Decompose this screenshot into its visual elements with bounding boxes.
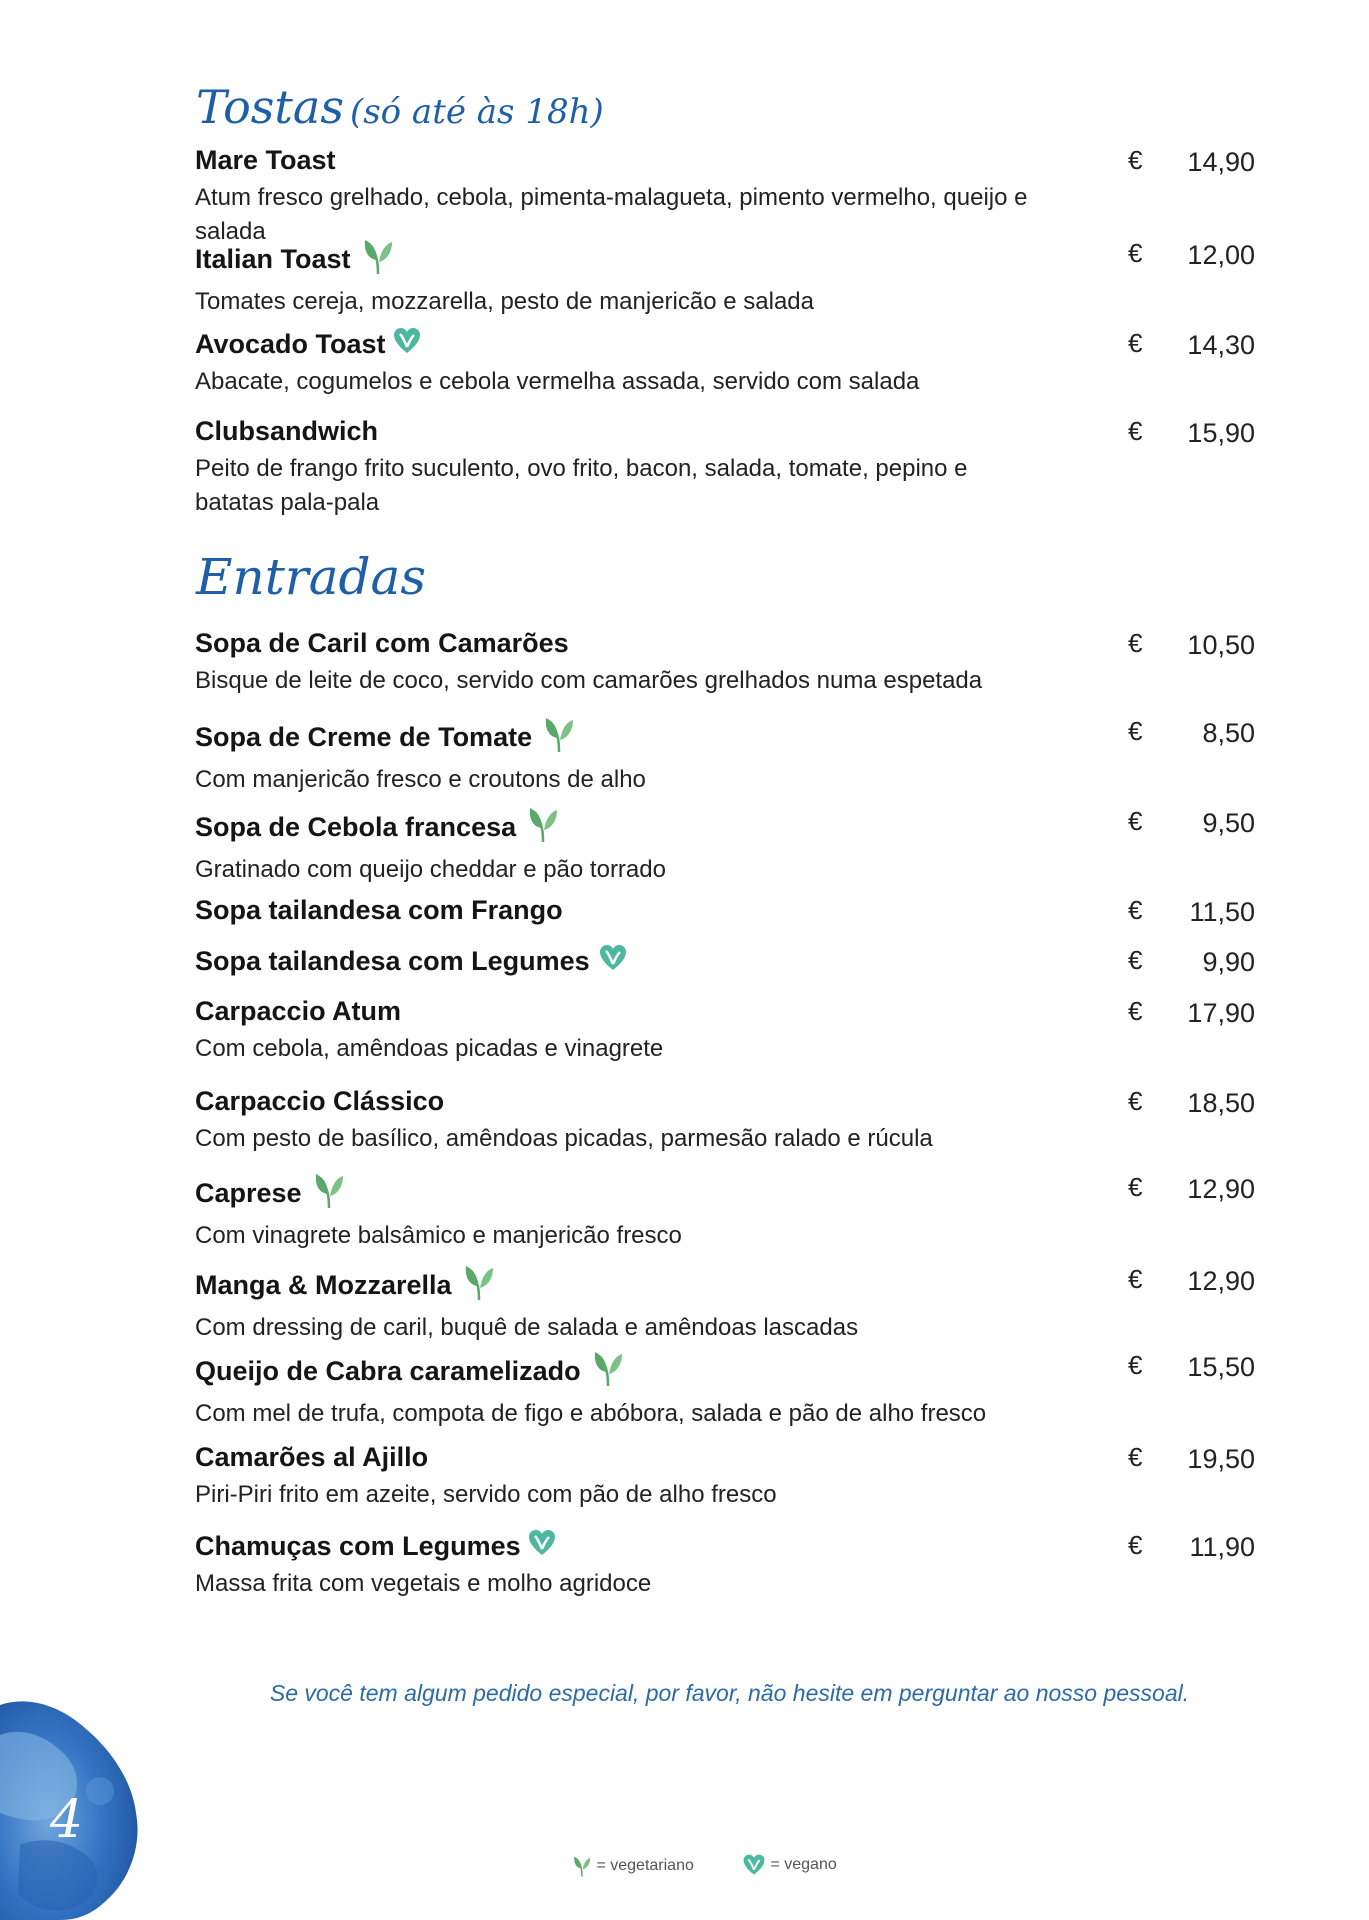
item-description: Com manjericão fresco e croutons de alho: [195, 766, 646, 793]
legend-vegan-label: = vegano: [770, 1856, 837, 1873]
item-name: Caprese: [195, 1177, 302, 1208]
item-description: Com cebola, amêndoas picadas e vinagrete: [195, 1035, 664, 1062]
item-name: Sopa tailandesa com Frango: [195, 895, 563, 925]
menu-item: [195, 893, 1255, 927]
currency-symbol: €: [1128, 1086, 1143, 1116]
section-title-text: Tostas: [196, 80, 344, 134]
vegan-icon: [598, 943, 628, 978]
item-description: Abacate, cogumelos e cebola vermelha assada, servido com salada: [195, 368, 920, 395]
currency-symbol: €: [1128, 996, 1143, 1026]
menu-item: [195, 626, 1255, 698]
item-price: 10,50: [1187, 630, 1255, 660]
item-name: Italian Toast: [195, 243, 351, 274]
item-description: Atum fresco grelhado, cebola, pimenta-malagueta, pimento vermelho, queijo e salada: [195, 184, 1028, 245]
currency-symbol: €: [1128, 145, 1143, 175]
item-price: 14,30: [1187, 330, 1255, 360]
section-subtitle: (só até às 18h): [349, 92, 604, 132]
menu-item: [195, 1528, 1255, 1601]
item-price: 11,50: [1189, 897, 1255, 927]
menu-item: [195, 326, 1255, 399]
item-description: Massa frita com vegetais e molho agridoce: [195, 1570, 652, 1597]
item-price: 12,00: [1187, 240, 1255, 270]
section-title-tostas: [196, 80, 604, 134]
item-name: Sopa de Cebola francesa: [195, 811, 517, 842]
legend-vegetarian: [572, 1853, 694, 1879]
item-description: Peito de frango frito suculento, ovo frito, bacon, salada, tomate, pepino e batatas pala-pala: [195, 455, 968, 516]
vegan-icon: [392, 326, 422, 361]
section-title-text: Entradas: [196, 548, 426, 606]
currency-symbol: €: [1128, 1172, 1143, 1202]
currency-symbol: €: [1128, 895, 1143, 925]
currency-symbol: €: [1128, 1530, 1143, 1560]
item-price: 12,90: [1187, 1266, 1255, 1296]
currency-symbol: €: [1128, 628, 1143, 658]
item-price: 18,50: [1187, 1088, 1255, 1118]
vegetarian-icon: [591, 1348, 625, 1393]
item-description: Com pesto de basílico, amêndoas picadas, parmesão ralado e rúcula: [195, 1125, 933, 1152]
menu-item: [195, 1170, 1255, 1253]
menu-item: [195, 943, 1255, 978]
item-name: Avocado Toast: [195, 328, 386, 359]
page-number: 4: [50, 1790, 84, 1850]
item-price: 9,90: [1202, 947, 1255, 977]
item-price: 15,90: [1187, 418, 1255, 448]
menu-item: [195, 1262, 1255, 1345]
item-name: Chamuças com Legumes: [195, 1530, 521, 1561]
item-price: 19,50: [1187, 1444, 1255, 1474]
menu-item: [195, 714, 1255, 797]
currency-symbol: €: [1128, 1264, 1143, 1294]
menu-item: [195, 143, 1255, 249]
vegan-icon: [527, 1528, 557, 1563]
currency-symbol: €: [1128, 945, 1143, 975]
menu-item: [195, 236, 1255, 319]
item-price: 15,50: [1187, 1352, 1255, 1382]
item-price: 8,50: [1202, 718, 1255, 748]
menu-item: [195, 804, 1255, 887]
currency-symbol: €: [1128, 238, 1143, 268]
item-name: Mare Toast: [195, 145, 336, 175]
vegetarian-icon: [526, 804, 560, 849]
item-description: Piri-Piri frito em azeite, servido com pão de alho fresco: [195, 1481, 777, 1508]
item-description: Tomates cereja, mozzarella, pesto de manjericão e salada: [195, 288, 814, 315]
vegetarian-icon: [312, 1170, 346, 1215]
vegetarian-icon: [462, 1262, 496, 1307]
legend-vegan: [742, 1853, 837, 1877]
currency-symbol: €: [1128, 416, 1143, 446]
item-description: Com dressing de caril, buquê de salada e amêndoas lascadas: [195, 1314, 859, 1341]
item-description: Com vinagrete balsâmico e manjericão fresco: [195, 1222, 682, 1249]
vegetarian-icon: [572, 1853, 592, 1879]
currency-symbol: €: [1128, 328, 1143, 358]
vegetarian-icon: [542, 714, 576, 759]
menu-item: [195, 1348, 1255, 1431]
item-description: Com mel de trufa, compota de figo e abóbora, salada e pão de alho fresco: [195, 1400, 987, 1427]
menu-item: [195, 1084, 1255, 1156]
currency-symbol: €: [1128, 716, 1143, 746]
vegetarian-icon: [361, 236, 395, 281]
menu-item: [195, 994, 1255, 1066]
footer-note: Se você tem algum pedido especial, por favor, não hesite em perguntar ao nosso pessoal.: [269, 1680, 1190, 1706]
currency-symbol: €: [1128, 1350, 1143, 1380]
item-name: Sopa de Creme de Tomate: [195, 721, 533, 752]
item-name: Camarões al Ajillo: [195, 1442, 429, 1472]
item-name: Carpaccio Clássico: [195, 1086, 445, 1116]
item-description: Bisque de leite de coco, servido com camarões grelhados numa espetada: [195, 667, 983, 694]
item-name: Queijo de Cabra caramelizado: [195, 1355, 581, 1386]
item-description: Gratinado com queijo cheddar e pão torrado: [195, 856, 666, 883]
item-price: 17,90: [1187, 998, 1255, 1028]
vegan-icon: [742, 1853, 766, 1877]
menu-item: [195, 1440, 1255, 1512]
item-name: Clubsandwich: [195, 416, 379, 446]
menu-item: [195, 414, 1255, 520]
currency-symbol: €: [1128, 806, 1143, 836]
section-title-entradas: [196, 548, 426, 606]
currency-symbol: €: [1128, 1442, 1143, 1472]
legend-vegetarian-label: = vegetariano: [596, 1857, 694, 1874]
item-name: Manga & Mozzarella: [195, 1269, 452, 1300]
item-price: 12,90: [1187, 1174, 1255, 1204]
item-price: 14,90: [1187, 147, 1255, 177]
item-price: 9,50: [1202, 808, 1255, 838]
item-name: Sopa de Caril com Camarões: [195, 628, 569, 658]
item-name: Sopa tailandesa com Legumes: [195, 945, 590, 976]
item-name: Carpaccio Atum: [195, 996, 402, 1026]
item-price: 11,90: [1189, 1532, 1255, 1562]
